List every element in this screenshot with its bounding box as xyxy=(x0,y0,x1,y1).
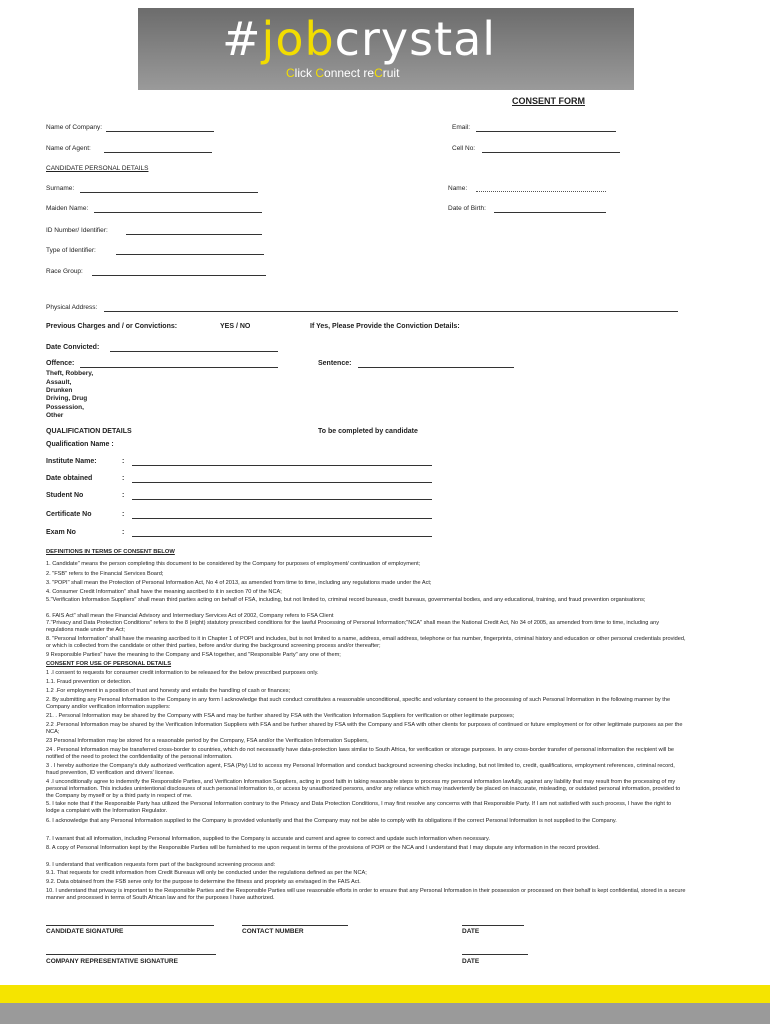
candidate-signature-label: CANDIDATE SIGNATURE xyxy=(46,928,124,935)
id-number-field[interactable] xyxy=(126,234,262,235)
id-number-label: ID Number/ Identifier: xyxy=(46,227,108,234)
agent-label: Name of Agent: xyxy=(46,145,91,152)
footer-grey-bar xyxy=(0,1003,770,1024)
date-line[interactable] xyxy=(462,925,524,926)
sentence-label: Sentence: xyxy=(318,360,352,367)
id-type-label: Type of Identifier: xyxy=(46,247,96,254)
cell-field[interactable] xyxy=(482,152,620,153)
date-obtained-label: Date obtained xyxy=(46,475,93,482)
consent-item: 2.2 .Personal Information may be shared by the Verification Information Suppliers with FSA and be further shared by FSA with the Company and FSA with other clients for purposes of continued or future employment or for other legitimate purposes as per the NCA; xyxy=(46,722,683,735)
candidate-heading: CANDIDATE PERSONAL DETAILS xyxy=(46,165,149,172)
colon: : xyxy=(122,475,125,482)
race-label: Race Group: xyxy=(46,268,83,275)
date-line[interactable] xyxy=(462,954,528,955)
race-field[interactable] xyxy=(92,275,266,276)
offence-list-item: Assault, xyxy=(46,379,72,386)
consent-item: 5. I take note that if the Responsible Party has utilized the Personal Information contrary to the Privacy and Data Protection Conditions, I may first resolve any concerns with that Responsible Party. If I am not satisfied with such process, I have the right to lodge a complaint with the Information Regulator. xyxy=(46,801,672,814)
institute-field[interactable] xyxy=(132,465,432,466)
consent-item: 1 .I consent to requests for consumer credit information to be released for the below prescribed purposes only. xyxy=(46,670,319,676)
company-field[interactable] xyxy=(106,131,214,132)
consent-item: 1.1. Fraud prevention or detection. xyxy=(46,679,132,685)
consent-item: 9.1. That requests for credit information from Credit Bureaus will only be conducted under the regulations defined as per the NCA; xyxy=(46,870,367,876)
offence-label: Offence: xyxy=(46,360,75,367)
surname-field[interactable] xyxy=(80,192,258,193)
dob-field[interactable] xyxy=(494,212,606,213)
definition-item: 2. "FSB" refers to the Financial Services Board; xyxy=(46,571,164,577)
student-no-field[interactable] xyxy=(132,499,432,500)
colon: : xyxy=(122,511,125,518)
consent-item: 23 Personal Information may be stored for a reasonable period by the Company, FSA and/or the Verification Information Suppliers, xyxy=(46,738,369,744)
date-convicted-label: Date Convicted: xyxy=(46,344,100,351)
consent-item: 2. By submitting any Personal Information to the Company in any form I acknowledge that such conduct constitutes a reasonable unconditional, specific and voluntary consent to the processing of such Personal Information in the following manner by the Company and/or verification information suppliers: xyxy=(46,697,671,710)
logo: #jobcrystal xyxy=(222,12,497,66)
company-label: Name of Company: xyxy=(46,124,102,131)
exam-no-label: Exam No xyxy=(46,529,76,536)
sentence-field[interactable] xyxy=(358,367,514,368)
colon: : xyxy=(122,492,125,499)
prev-charges-label: Previous Charges and / or Convictions: xyxy=(46,323,178,330)
certificate-no-field[interactable] xyxy=(132,518,432,519)
definition-item: 9 Responsible Parties" have the meaning to the Company and FSA together, and "Responsible Party" any one of them; xyxy=(46,652,341,658)
offence-list-item: Driving, Drug xyxy=(46,395,88,402)
definition-item: 4. Consumer Credit Information" shall have the meaning ascribed to it in section 70 of the NCA; xyxy=(46,589,282,595)
contact-number-label: CONTACT NUMBER xyxy=(242,928,304,935)
date-obtained-field[interactable] xyxy=(132,482,432,483)
contact-number-line[interactable] xyxy=(242,925,348,926)
definition-item: 3. "POPI" shall mean the Protection of Personal Information Act, No 4 of 2013, as amended from time to time, including any regulations made under the Act; xyxy=(46,580,432,586)
consent-heading: CONSENT FOR USE OF PERSONAL DETAILS xyxy=(46,661,172,667)
offence-list-item: Theft, Robbery, xyxy=(46,370,94,377)
certificate-no-label: Certificate No xyxy=(46,511,92,518)
consent-item: 1.2 .For employment in a position of trust and honesty and entails the handling of cash or finances; xyxy=(46,688,291,694)
address-field[interactable] xyxy=(104,311,678,312)
email-label: Email: xyxy=(452,124,471,131)
qualification-name-label: Qualification Name : xyxy=(46,441,114,448)
definition-item: 5."Verification Information Suppliers" shall mean third parties acting on behalf of FSA, including, but not limited to, criminal record bureaus, credit bureaus, governmental bodies, and any educational, training, and fraud prevention organisations; xyxy=(46,597,646,603)
definition-item: 7."Privacy and Data Protection Conditions" refers to the 8 (eight) statutory prescribed conditions for the lawful Processing of Personal Information;"NCA" shall mean the National Credit Act, No 34 of 2005, as amended from time to time, including any regulations made under the Act; xyxy=(46,620,659,633)
consent-item: 3 . I hereby authorize the Company's duly authorized verification agent, FSA (Pty) Ltd to access my Personal Information and conduct background screening checks including, but not limited to, credit, qualifications, employment references, criminal record, fraud prevention, ID verification and drivers' license. xyxy=(46,763,675,776)
agent-field[interactable] xyxy=(104,152,212,153)
consent-item: 4 .I unconditionally agree to indemnify the Responsible Parties, and Verification Information Suppliers, acting in good faith in taking reasonable steps to process my personal information lawfully, against any liability that may result from the processing of my personal information. This includes unintentional disclosures of such personal information to, or access by unauthorized persons, and/or any reliance which may inadvertently be placed on inaccurate, misleading, or outdated personal information, provided to the Company by myself or by a third party in respect of me. xyxy=(46,779,681,799)
maiden-field[interactable] xyxy=(94,212,262,213)
cell-label: Cell No: xyxy=(452,145,476,152)
id-type-field[interactable] xyxy=(116,254,264,255)
definitions-heading: DEFINITIONS IN TERMS OF CONSENT BELOW xyxy=(46,549,175,555)
definition-item: 1. Candidate" means the person completing this document to be considered by the Company for purposes of employment/ continuation of employment; xyxy=(46,561,421,567)
by-candidate-note: To be completed by candidate xyxy=(318,428,418,435)
consent-item: 6. I acknowledge that any Personal Information supplied to the Company is provided voluntarily and that the Company may not be able to comply with its obligations if the correct Personal Information is not supplied to the Company. xyxy=(46,818,617,824)
offence-list-item: Drunken xyxy=(46,387,73,394)
institute-label: Institute Name: xyxy=(46,458,97,465)
company-rep-signature-line[interactable] xyxy=(46,954,216,955)
page-title: CONSENT FORM xyxy=(512,96,585,106)
name-label: Name: xyxy=(448,185,468,192)
consent-item: 21. . Personal Information may be shared by the Company with FSA and may be further shared by FSA with the Verification Information Suppliers for verification or other legitimate purposes; xyxy=(46,713,515,719)
definition-item: 6. FAIS Act" shall mean the Financial Advisory and Intermediary Services Act of 2002, Company refers to FSA Client xyxy=(46,613,334,619)
date-label: DATE xyxy=(462,928,480,935)
offence-list-item: Other xyxy=(46,412,64,419)
date-convicted-field[interactable] xyxy=(110,351,278,352)
company-rep-signature-label: COMPANY REPRESENTATIVE SIGNATURE xyxy=(46,958,178,965)
tagline: Click Connect reCruit xyxy=(286,66,400,80)
maiden-label: Maiden Name: xyxy=(46,205,89,212)
consent-item: 9. I understand that verification requests form part of the background screening process and: xyxy=(46,862,276,868)
qualification-heading: QUALIFICATION DETAILS xyxy=(46,428,132,435)
colon: : xyxy=(122,458,125,465)
definition-item: 8. "Personal Information" shall have the meaning ascribed to it in Chapter 1 of POPI and includes, but is not limited to a name, address, email address, telephone or fax number, fingerprints, criminal history and education or other personal credentials provided, or which is collected from the candidate or other third parties, before and/or during the background screening process and/or thereafter; xyxy=(46,636,686,649)
email-field[interactable] xyxy=(476,131,616,132)
surname-label: Surname: xyxy=(46,185,75,192)
offence-list-item: Possession, xyxy=(46,404,84,411)
name-field[interactable] xyxy=(476,191,606,192)
if-yes-label: If Yes, Please Provide the Conviction Details: xyxy=(310,323,460,330)
student-no-label: Student No xyxy=(46,492,84,499)
footer-yellow-bar xyxy=(0,985,770,1003)
dob-label: Date of Birth: xyxy=(448,205,486,212)
offence-field[interactable] xyxy=(80,367,278,368)
consent-item: 24 . Personal Information may be transferred cross-border to countries, which do not necessarily have data-protection laws similar to South Africa, for verification or storage purposes. In any cross-border transfer of personal information the recipient will be notified of the need to protect the confidentiality of the personal information. xyxy=(46,747,675,760)
colon: : xyxy=(122,529,125,536)
exam-no-field[interactable] xyxy=(132,536,432,537)
candidate-signature-line[interactable] xyxy=(46,925,214,926)
date-label: DATE xyxy=(462,958,480,965)
address-label: Physical Address: xyxy=(46,304,98,311)
consent-item: 9.2. Data obtained from the FSB serve only for the purpose to determine the fitness and propriety as envisaged in the FAIS Act. xyxy=(46,879,361,885)
consent-item: 7. I warrant that all information, including Personal Information, supplied to the Company is accurate and current and agree to correct and update such information when necessary. xyxy=(46,836,490,842)
consent-item: 10. I understand that privacy is important to the Responsible Parties and the Responsible Parties will use reasonable efforts in order to ensure that any Personal Information in their possession or processed on their behalf is kept confidential, stored in a secure manner and processed in terms of South African law and for the purposes I have authorized. xyxy=(46,888,686,901)
consent-item: 8. A copy of Personal Information kept by the Responsible Parties will be furnished to me upon request in terms of the provisions of POPI or the NCA and I understand that I may dispute any information in the record provided. xyxy=(46,845,600,851)
yes-no-option[interactable]: YES / NO xyxy=(220,323,251,330)
